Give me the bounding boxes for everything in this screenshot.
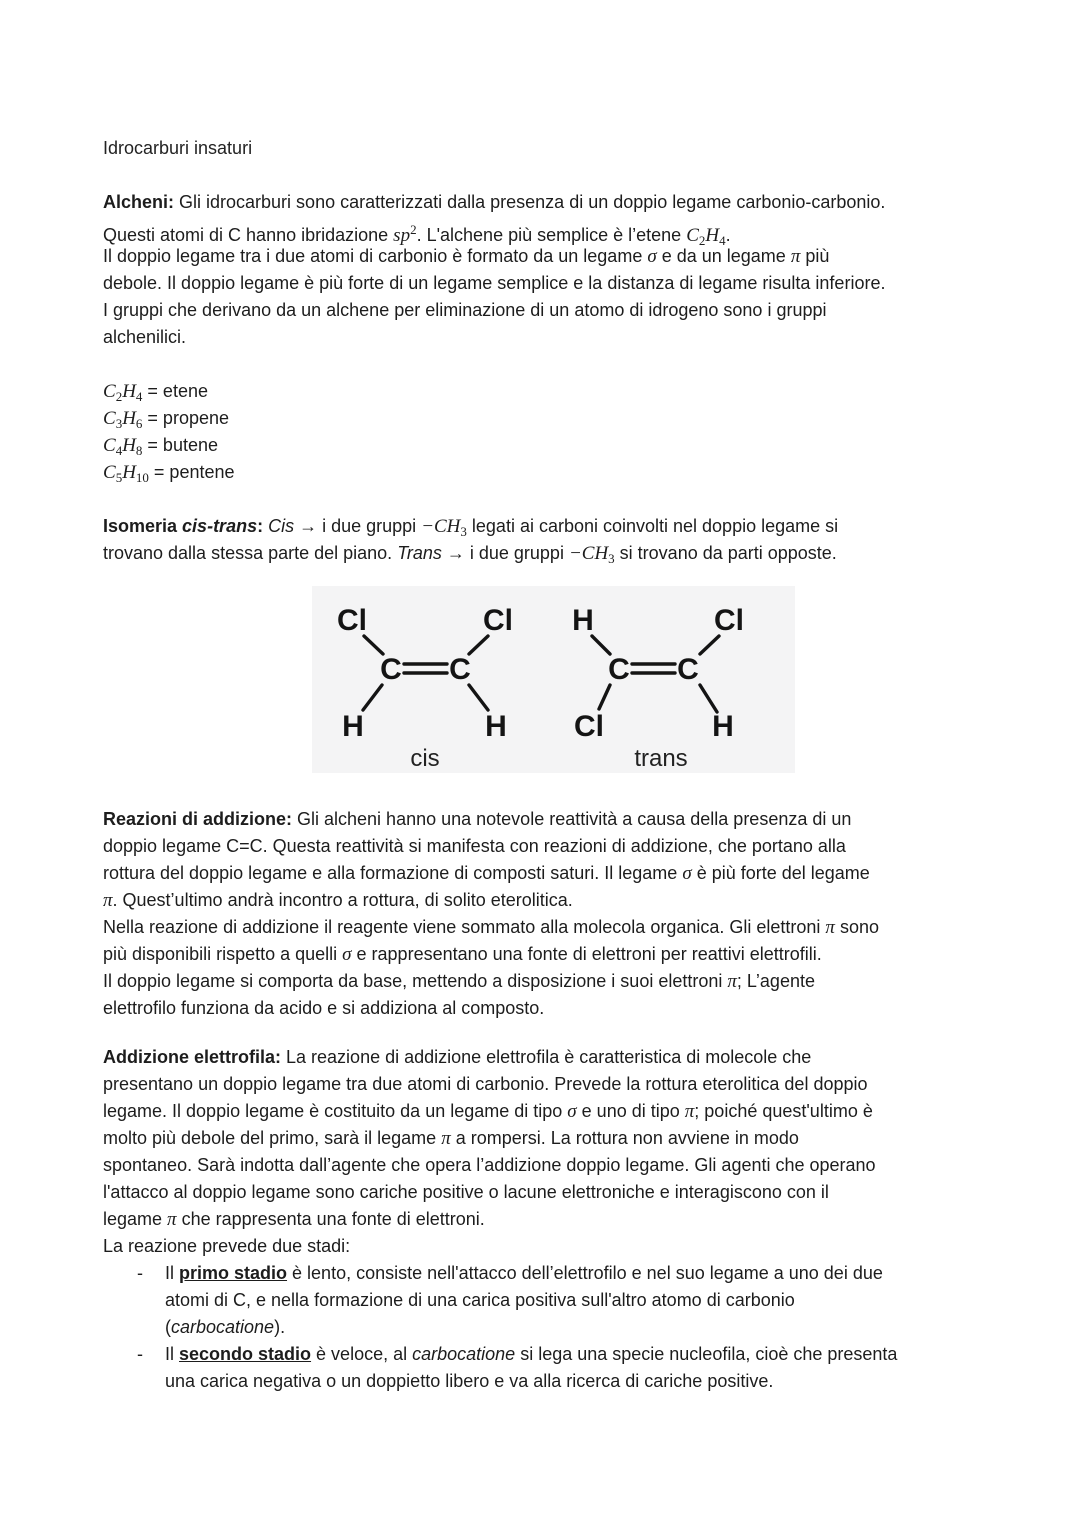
- spacer: [103, 162, 987, 189]
- text-line: La reazione prevede due stadi:: [103, 1236, 351, 1256]
- text-line: Alcheni: Gli idrocarburi sono caratterizzati dalla presenza di un doppio legame carbonio-carbonio.: [103, 192, 886, 212]
- stadi-list: [103, 1260, 987, 1395]
- text-line: legame π che rappresenta una fonte di elettroni.: [103, 1209, 485, 1230]
- text-line: Questi atomi di C hanno ibridazione $sp^2$. L'alchene più semplice è l’etene $C_2H_4$.: [103, 222, 731, 248]
- atom-label: C: [677, 653, 699, 686]
- text-line: alchenilici.: [103, 327, 187, 347]
- atom-label: H: [342, 710, 364, 743]
- list-item-text: [165, 1341, 987, 1395]
- text-line: I gruppi che derivano da un alchene per eliminazione di un atomo di idrogeno sono i gruppi: [103, 300, 827, 320]
- text-line: π. Quest’ultimo andrà incontro a rottura, di solito eterolitica.: [103, 890, 573, 911]
- text-line: doppio legame C=C. Questa reattività si manifesta con reazioni di addizione, che portano alla: [103, 836, 846, 856]
- paragraph-reazioni: [103, 806, 987, 1022]
- text-line: Il secondo stadio è veloce, al carbocatione si lega una specie nucleofila, cioè che presenta: [165, 1344, 898, 1364]
- text-line: Il doppio legame si comporta da base, mettendo a disposizione i suoi elettroni π; L’agente: [103, 971, 815, 992]
- paragraph-isomeria: [103, 513, 987, 567]
- text-line: presentano un doppio legame tra due atomi di carbonio. Prevede la rottura eterolitica del doppio: [103, 1074, 868, 1094]
- text-line: molto più debole del primo, sarà il legame π a rompersi. La rottura non avviene in modo: [103, 1128, 799, 1149]
- bullet-dash: -: [137, 1263, 143, 1283]
- list-item: [103, 1341, 987, 1395]
- text-line: $C_2H_4$ = etene: [103, 381, 208, 404]
- text-line: una carica negativa o un doppietto libero e va alla ricerca di cariche positive.: [165, 1371, 774, 1391]
- list-item-text: [165, 1260, 987, 1341]
- trans-label: trans: [634, 745, 688, 772]
- text-line: spontaneo. Sarà indotta dall’agente che opera l’addizione doppio legame. Gli agenti che operano: [103, 1155, 876, 1175]
- formula-list: [103, 378, 987, 486]
- atom-label: C: [449, 653, 471, 686]
- text-line: $C_3H_6$ = propene: [103, 408, 229, 431]
- document-content: [103, 135, 987, 1395]
- atom-label: H: [712, 710, 734, 743]
- spacer: [103, 351, 987, 378]
- text-line: $C_4H_8$ = butene: [103, 435, 218, 458]
- atom-label: Cl: [337, 604, 367, 637]
- text-line: Il doppio legame tra i due atomi di carbonio è formato da un legame σ e da un legame π più: [103, 246, 830, 267]
- text-line: $C_5H_{10}$ = pentene: [103, 462, 235, 485]
- text-line: legame. Il doppio legame è costituito da un legame di tipo σ e uno di tipo π; poiché quest'ultimo è: [103, 1101, 873, 1122]
- spacer: [103, 486, 987, 513]
- page-title-text: Idrocarburi insaturi: [103, 138, 253, 158]
- atom-label: C: [608, 653, 630, 686]
- atom-label: Cl: [483, 604, 513, 637]
- text-line: (carbocatione).: [165, 1317, 286, 1337]
- text-line: elettrofilo funziona da acido e si addiziona al composto.: [103, 998, 545, 1018]
- page-title: [103, 135, 987, 162]
- text-line: Isomeria cis-trans: Cis → i due gruppi $-CH_3$ legati ai carboni coinvolti nel doppio legame si: [103, 516, 839, 539]
- paragraph-addizione: [103, 1044, 987, 1260]
- text-line: rottura del doppio legame e alla formazione di composti saturi. Il legame σ è più forte del legame: [103, 863, 870, 884]
- text-line: trovano dalla stessa parte del piano. Trans → i due gruppi $-CH_3$ si trovano da parti opposte.: [103, 543, 837, 566]
- text-line: Il primo stadio è lento, consiste nell'attacco dell’elettrofilo e nel suo legame a uno dei due: [165, 1263, 883, 1283]
- text-line: più disponibili rispetto a quelli σ e rappresentano una fonte di elettroni per reattivi elettrofili.: [103, 944, 822, 965]
- text-line: Nella reazione di addizione il reagente viene sommato alla molecola organica. Gli elettroni π sono: [103, 917, 879, 938]
- paragraph-alcheni: [103, 189, 987, 351]
- atom-label: H: [572, 604, 594, 637]
- atom-label: H: [485, 710, 507, 743]
- spacer: [103, 1022, 987, 1044]
- text-line: debole. Il doppio legame è più forte di un legame semplice e la distanza di legame risulta inferiore.: [103, 273, 886, 293]
- atom-label: C: [380, 653, 402, 686]
- list-item: [103, 1260, 987, 1341]
- cis-label: cis: [410, 745, 440, 772]
- text-line: Addizione elettrofila: La reazione di addizione elettrofila è caratteristica di molecole che: [103, 1047, 812, 1067]
- cis-trans-structure-figure: [312, 586, 795, 773]
- text-line: l'attacco al doppio legame sono cariche positive o lacune elettroniche e interagiscono con il: [103, 1182, 829, 1202]
- atom-label: Cl: [574, 710, 604, 743]
- text-line: Reazioni di addizione: Gli alcheni hanno una notevole reattività a causa della presenza di un: [103, 809, 852, 829]
- atom-label: Cl: [714, 604, 744, 637]
- text-line: atomi di C, e nella formazione di una carica positiva sull'altro atomo di carbonio: [165, 1290, 795, 1310]
- bullet-dash: -: [137, 1344, 143, 1364]
